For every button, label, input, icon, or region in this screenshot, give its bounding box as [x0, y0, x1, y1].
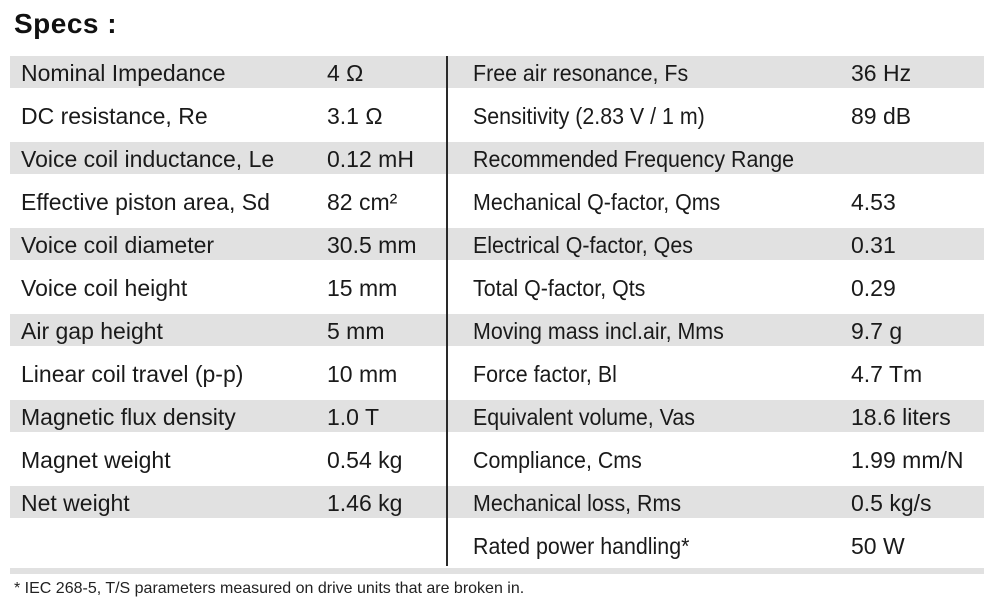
spec-label: Equivalent volume, Vas: [473, 404, 695, 430]
table-bottom-bar: [10, 568, 984, 574]
spec-row: [10, 443, 984, 475]
page-title: Specs :: [14, 8, 118, 39]
spec-label: Linear coil travel (p-p): [21, 361, 244, 387]
spec-value: 36 Hz: [851, 60, 912, 86]
spec-value: 3.1 Ω: [327, 103, 383, 129]
spec-value: 1.0 T: [327, 404, 379, 430]
spec-value: 0.29: [851, 275, 896, 301]
spec-label: Voice coil inductance, Le: [21, 146, 275, 172]
spec-value: 4.7 Tm: [851, 361, 923, 387]
spec-row: [10, 529, 984, 561]
spec-value: 0.31: [851, 232, 896, 258]
spec-value: 4 Ω: [327, 60, 364, 86]
spec-row: [10, 142, 984, 174]
spec-label: Compliance, Cms: [473, 447, 642, 473]
column-divider: [446, 56, 448, 566]
spec-row: [10, 185, 984, 217]
spec-value: 9.7 g: [851, 318, 903, 344]
spec-value: 0.54 kg: [327, 447, 403, 473]
spec-value: 1.46 kg: [327, 490, 403, 516]
spec-value: 30.5 mm: [327, 232, 417, 258]
spec-row: [10, 271, 984, 303]
spec-value: 18.6 liters: [851, 404, 951, 430]
spec-label: Mechanical Q-factor, Qms: [473, 189, 721, 215]
spec-label: Effective piston area, Sd: [21, 189, 270, 215]
spec-label: Total Q-factor, Qts: [473, 275, 646, 301]
spec-value: 10 mm: [327, 361, 398, 387]
spec-label: Recommended Frequency Range: [473, 146, 795, 172]
spec-label: Moving mass incl.air, Mms: [473, 318, 724, 344]
spec-value: 15 mm: [327, 275, 398, 301]
spec-label: Voice coil height: [21, 275, 188, 301]
spec-row: [10, 314, 984, 346]
spec-value: 1.99 mm/N: [851, 447, 964, 473]
spec-label: Net weight: [21, 490, 130, 516]
spec-value: 0.5 kg/s: [851, 490, 932, 516]
spec-label: Magnetic flux density: [21, 404, 236, 430]
spec-label: Sensitivity (2.83 V / 1 m): [473, 103, 705, 129]
spec-value: 0.12 mH: [327, 146, 414, 172]
spec-label: Mechanical loss, Rms: [473, 490, 682, 516]
footnote: * IEC 268-5, T/S parameters measured on drive units that are broken in.: [14, 580, 525, 597]
spec-row: [10, 56, 984, 88]
spec-label: Force factor, Bl: [473, 361, 617, 387]
spec-label: Voice coil diameter: [21, 232, 215, 258]
spec-row: [10, 400, 984, 432]
spec-row: [10, 357, 984, 389]
spec-value: 5 mm: [327, 318, 385, 344]
spec-label: Electrical Q-factor, Qes: [473, 232, 693, 258]
spec-value: 89 dB: [851, 103, 912, 129]
spec-label: Free air resonance, Fs: [473, 60, 689, 86]
spec-value: 50 W: [851, 533, 905, 559]
spec-label: Nominal Impedance: [21, 60, 226, 86]
spec-row: [10, 99, 984, 131]
spec-row: [10, 486, 984, 518]
spec-label: Rated power handling*: [473, 533, 690, 559]
spec-label: Magnet weight: [21, 447, 171, 473]
spec-value: 82 cm²: [327, 189, 398, 215]
spec-value: 4.53: [851, 189, 896, 215]
spec-label: Air gap height: [21, 318, 163, 344]
spec-label: DC resistance, Re: [21, 103, 208, 129]
spec-row: [10, 228, 984, 260]
